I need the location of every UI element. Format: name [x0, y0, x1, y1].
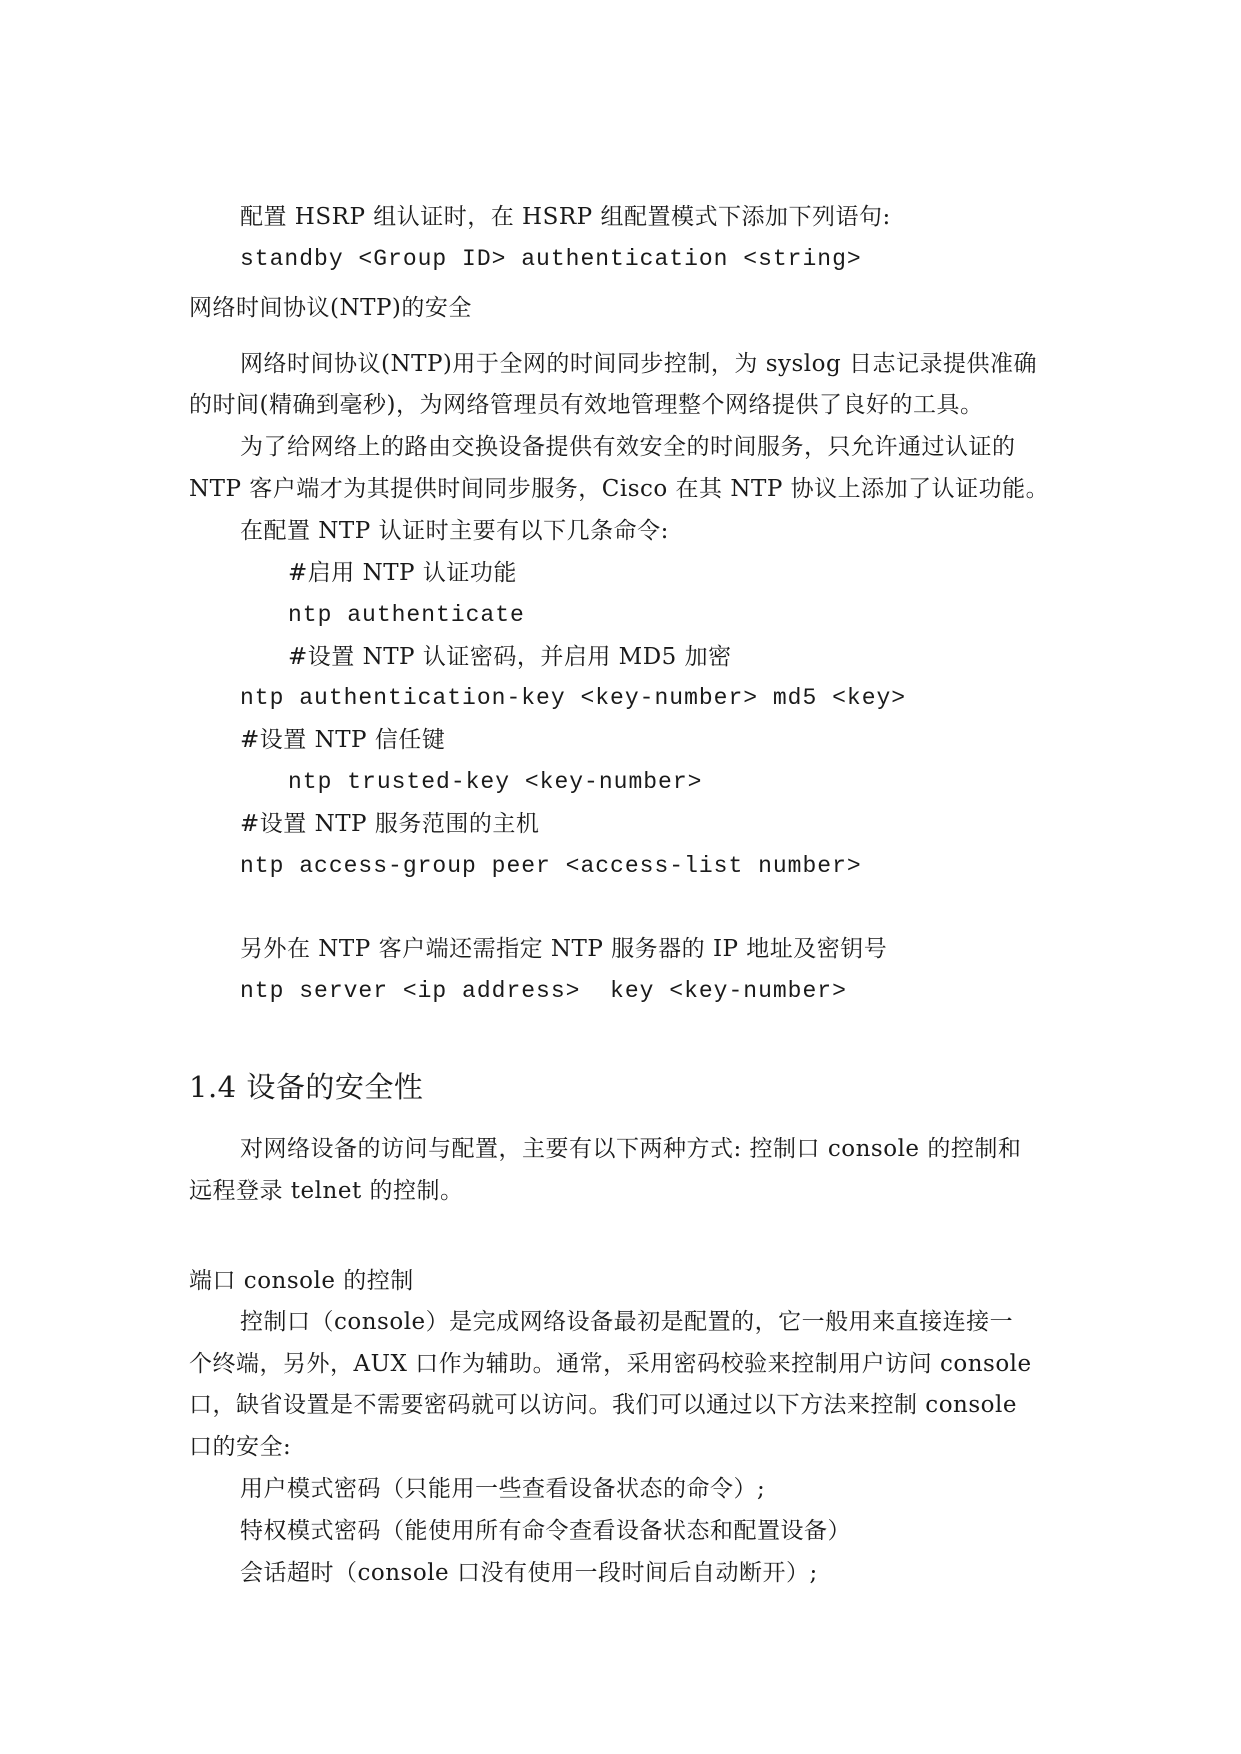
console-paragraph-line-1: 控制口（console）是完成网络设备最初是配置的，它一般用来直接连接一: [240, 1309, 1014, 1335]
console-paragraph-line-3: 口，缺省设置是不需要密码就可以访问。我们可以通过以下方法来控制 console: [189, 1392, 1017, 1418]
ntp-commands-intro: 在配置 NTP 认证时主要有以下几条命令:: [240, 518, 669, 544]
hsrp-intro-text: 配置 HSRP 组认证时，在 HSRP 组配置模式下添加下列语句:: [240, 204, 891, 230]
command-ntp-authenticate: ntp authenticate: [288, 602, 525, 628]
hsrp-command: standby <Group ID> authentication <string>: [240, 246, 862, 272]
comment-set-key: #设置 NTP 认证密码，并启用 MD5 加密: [288, 644, 732, 670]
client-server-note: 另外在 NTP 客户端还需指定 NTP 服务器的 IP 地址及密钥号: [240, 936, 888, 962]
console-section-title: 端口 console 的控制: [189, 1268, 414, 1294]
ntp-section-title: 网络时间协议(NTP)的安全: [189, 295, 472, 321]
command-authentication-key: ntp authentication-key <key-number> md5 <key>: [240, 685, 907, 711]
ntp-paragraph-1-line-2: 的时间(精确到毫秒)，为网络管理员有效地管理整个网络提供了良好的工具。: [189, 392, 984, 418]
ntp-paragraph-1-line-1: 网络时间协议(NTP)用于全网的时间同步控制，为 syslog 日志记录提供准确: [240, 351, 1038, 377]
list-item-privileged-password: 特权模式密码（能使用所有命令查看设备状态和配置设备）: [240, 1518, 851, 1544]
ntp-paragraph-2-line-2: NTP 客户端才为其提供时间同步服务，Cisco 在其 NTP 协议上添加了认证功能。: [189, 476, 1050, 502]
access-paragraph-line-1: 对网络设备的访问与配置，主要有以下两种方式: 控制口 console 的控制和: [240, 1136, 1022, 1162]
comment-service-scope: #设置 NTP 服务范围的主机: [240, 811, 540, 837]
access-paragraph-line-2: 远程登录 telnet 的控制。: [189, 1178, 464, 1204]
console-paragraph-line-4: 口的安全:: [189, 1434, 292, 1460]
command-trusted-key: ntp trusted-key <key-number>: [288, 769, 703, 795]
comment-enable-auth: #启用 NTP 认证功能: [288, 560, 517, 586]
comment-trusted-key: #设置 NTP 信任键: [240, 727, 446, 753]
section-heading-1-4: 1.4 设备的安全性: [189, 1070, 424, 1104]
list-item-session-timeout: 会话超时（console 口没有使用一段时间后自动断开）;: [240, 1560, 818, 1586]
list-item-user-password: 用户模式密码（只能用一些查看设备状态的命令）;: [240, 1476, 766, 1502]
console-paragraph-line-2: 个终端，另外，AUX 口作为辅助。通常，采用密码校验来控制用户访问 console: [189, 1351, 1032, 1377]
command-access-group: ntp access-group peer <access-list number>: [240, 853, 862, 879]
ntp-paragraph-2-line-1: 为了给网络上的路由交换设备提供有效安全的时间服务，只允许通过认证的: [240, 434, 1016, 460]
command-ntp-server: ntp server <ip address> key <key-number>: [240, 978, 847, 1004]
